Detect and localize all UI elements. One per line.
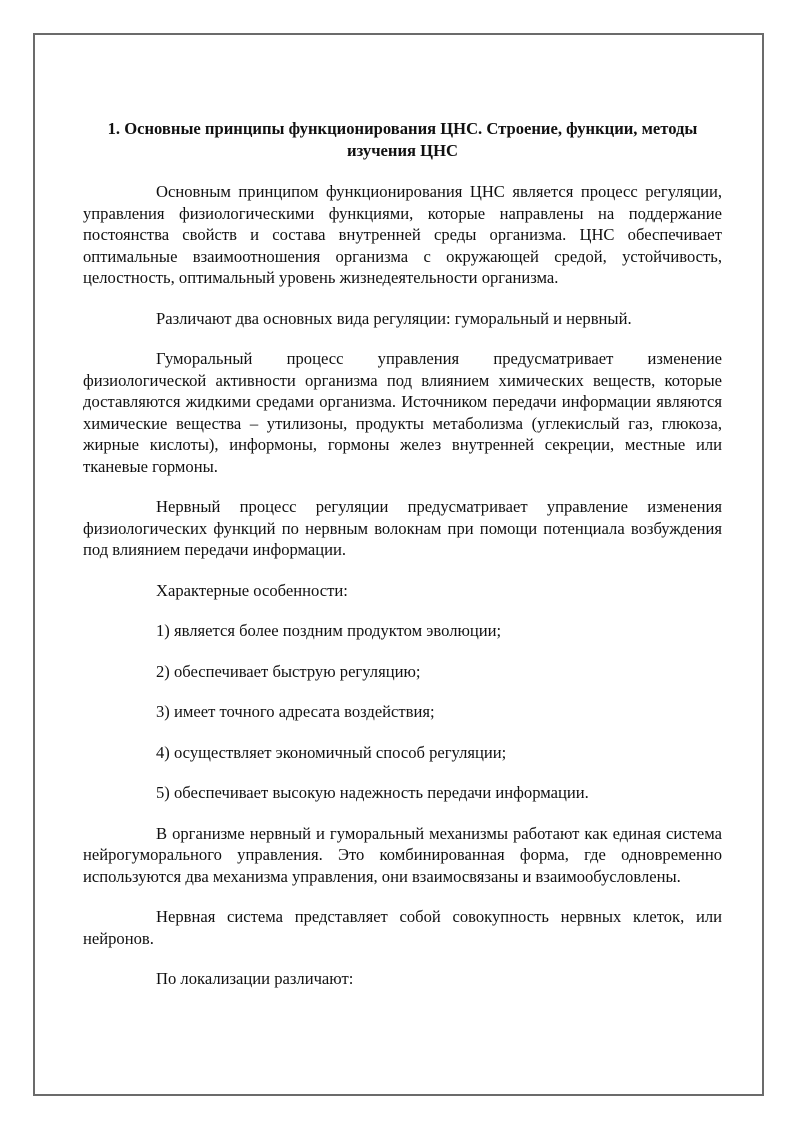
feature-item: 5) обеспечивает высокую надежность передачи информации. (156, 783, 589, 802)
feature-item: 4) осуществляет экономичный способ регуляции; (156, 742, 507, 762)
paragraph-regulation-types: Различают два основных вида регуляции: гуморальный и нервный. (156, 308, 632, 328)
paragraph-nervous: Нервный процесс регуляции предусматривает управление изменения физиологических функций по нервным волокнам при помощи потенциала возбуждения под влиянием передачи информации. (83, 497, 722, 559)
feature-item: 1) является более поздним продуктом эволюции; (156, 621, 502, 640)
feature-item: 2) обеспечивает быструю регуляцию; (156, 661, 421, 681)
paragraph-localization: По локализации различают: (156, 969, 354, 988)
paragraph-nervous-system: Нервная система представляет собой совокупность нервных клеток, или нейронов. (83, 907, 722, 948)
paragraph-cns-principle: Основным принципом функционирования ЦНС является процесс регуляции, управления физиологическими функциями, которые направлены на поддержание постоянства свойств и состава внутренней среды организма. ЦНС обеспечивает оптимальные взаимоотношения организма с окружающей средой, устойчивость, целостность, оптимальный уровень жизнедеятельности организма. (83, 182, 722, 287)
paragraph-humoral: Гуморальный процесс управления предусматривает изменение физиологической активности организма под влиянием химических веществ, которые доставляются жидкими средами организма. Источником передачи информации являются химические вещества – утилизоны, продукты метаболизма (углекислый газ, глюкоза, жирные кислоты), информоны, гормоны желез внутренней секреции, местные или тканевые гормоны. (83, 349, 722, 476)
document-body (83, 118, 722, 1009)
document-title: 1. Основные принципы функционирования ЦНС. Строение, функции, методы изучения ЦНС (107, 119, 698, 160)
feature-item: 3) имеет точного адресата воздействия; (156, 702, 435, 721)
paragraph-features-heading: Характерные особенности: (156, 580, 348, 600)
paragraph-neurohumoral: В организме нервный и гуморальный механизмы работают как единая система нейрогуморального управления. Это комбинированная форма, где одновременно используются два механизма управления, они взаимосвязаны и взаимообусловлены. (83, 823, 722, 886)
